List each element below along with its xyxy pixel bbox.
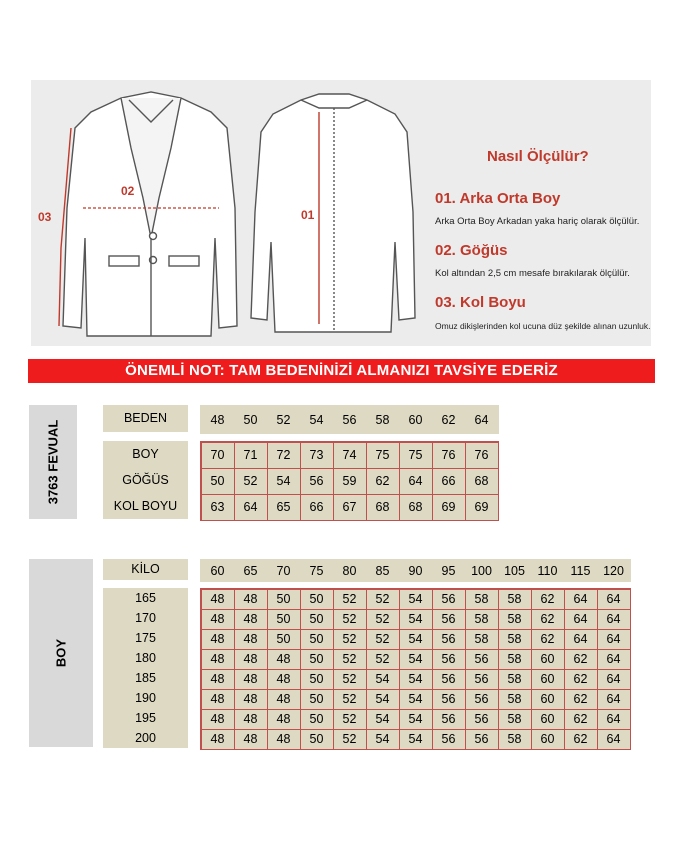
weight-header-cell: 90 [399, 560, 433, 582]
table2-cell: 50 [300, 729, 334, 750]
table2-cell: 56 [432, 649, 466, 670]
table2-cell: 50 [300, 689, 334, 710]
table2-cell: 52 [333, 729, 367, 750]
weight-header-cell: 85 [366, 560, 400, 582]
table2-cell: 56 [432, 729, 466, 750]
table2-row-label: 180 [103, 648, 188, 668]
size-header-cell: 62 [432, 406, 466, 434]
table2-cell: 56 [432, 709, 466, 730]
table2-cell: 52 [366, 629, 400, 650]
table2-cell: 52 [366, 589, 400, 610]
table2-cell: 62 [564, 689, 598, 710]
table2-cell: 58 [498, 709, 532, 730]
table1-cell: 67 [333, 494, 367, 521]
table1-cell: 73 [300, 442, 334, 469]
table2-cell: 52 [333, 649, 367, 670]
table1-cell: 68 [399, 494, 433, 521]
table2-cell: 48 [267, 729, 301, 750]
table2-cell: 54 [399, 709, 433, 730]
table1-cell: 52 [234, 468, 268, 495]
table2-cell: 50 [300, 609, 334, 630]
table1-row-labels [103, 441, 188, 519]
table2-cell: 58 [498, 649, 532, 670]
table2-cell: 64 [564, 609, 598, 630]
table2-cell: 50 [267, 629, 301, 650]
weight-header-cell: 120 [597, 560, 631, 582]
weight-header-cell: 60 [201, 560, 235, 582]
table2-cell: 56 [465, 649, 499, 670]
weight-header-cell: 110 [531, 560, 565, 582]
back-jacket-illustration [249, 92, 419, 346]
weight-header-cell: 115 [564, 560, 598, 582]
table1-cell: 56 [300, 468, 334, 495]
table2-cell: 54 [399, 629, 433, 650]
table1-side-label-text: 3763 FEVUAL [45, 419, 61, 505]
table2-cell: 62 [531, 629, 565, 650]
table2-cell: 50 [267, 589, 301, 610]
sleeve-marker-label: 03 [38, 210, 52, 224]
table2-cell: 48 [234, 669, 268, 690]
table1-cell: 75 [366, 442, 400, 469]
table1-cell: 70 [201, 442, 235, 469]
table2-cell: 54 [399, 589, 433, 610]
table1-cell: 76 [465, 442, 499, 469]
table1-cell: 66 [432, 468, 466, 495]
table2-cell: 54 [366, 729, 400, 750]
table1-cell: 72 [267, 442, 301, 469]
table2-cell: 60 [531, 689, 565, 710]
table2-cell: 58 [498, 609, 532, 630]
table2-cell: 56 [465, 669, 499, 690]
table2-row-label: 200 [103, 728, 188, 748]
table2-cell: 52 [333, 709, 367, 730]
table2-cell: 54 [366, 709, 400, 730]
table1-cell: 63 [201, 494, 235, 521]
table2-cell: 56 [465, 709, 499, 730]
table1-side-label [29, 405, 77, 519]
table2-row-label: 195 [103, 708, 188, 728]
table2-cell: 58 [498, 729, 532, 750]
table2-cell: 54 [399, 649, 433, 670]
table2-cell: 56 [465, 689, 499, 710]
table2-cell: 64 [564, 629, 598, 650]
table2-cell: 58 [465, 609, 499, 630]
table2-cell: 60 [531, 649, 565, 670]
table2-weight-header [200, 559, 631, 582]
table1-cell: 50 [201, 468, 235, 495]
table2-cell: 48 [234, 709, 268, 730]
size-header-cell: 48 [201, 406, 235, 434]
size-header-cell: 60 [399, 406, 433, 434]
table2-cell: 48 [234, 689, 268, 710]
table2-cell: 62 [564, 649, 598, 670]
table2-row-label: 170 [103, 608, 188, 628]
table2-cell: 48 [234, 589, 268, 610]
table2-cell: 48 [201, 669, 235, 690]
table2-cell: 48 [267, 669, 301, 690]
table1-cell: 69 [432, 494, 466, 521]
table2-cell: 54 [399, 669, 433, 690]
table1-cell: 62 [366, 468, 400, 495]
table2-cell: 54 [399, 729, 433, 750]
table2-cell: 52 [333, 589, 367, 610]
table2-cell: 64 [597, 609, 631, 630]
table2-cell: 48 [267, 689, 301, 710]
table2-row-label: 165 [103, 588, 188, 608]
table2-cell: 52 [333, 609, 367, 630]
table2-cell: 48 [201, 629, 235, 650]
table2-cell: 50 [300, 649, 334, 670]
table1-cell: 71 [234, 442, 268, 469]
table2-cell: 64 [597, 589, 631, 610]
table2-cell: 52 [333, 629, 367, 650]
table2-cell: 62 [531, 609, 565, 630]
size-header-cell: 52 [267, 406, 301, 434]
table1-header-label: BEDEN [103, 405, 188, 432]
weight-header-cell: 65 [234, 560, 268, 582]
table2-row-labels [103, 588, 188, 748]
table1-size-header [200, 405, 499, 434]
measure-item-title-2: 02. Göğüs [435, 242, 508, 259]
table2-cell: 48 [267, 649, 301, 670]
table2-cell: 56 [432, 669, 466, 690]
table2-cell: 48 [201, 589, 235, 610]
table2-cell: 58 [498, 589, 532, 610]
table2-cell: 52 [366, 649, 400, 670]
table2-row-label: 190 [103, 688, 188, 708]
front-jacket-illustration [51, 88, 251, 344]
how-to-measure-title: Nasıl Ölçülür? [487, 148, 589, 165]
table2-cell: 64 [597, 669, 631, 690]
table2-cell: 54 [366, 689, 400, 710]
back-length-marker-label: 01 [301, 208, 315, 222]
weight-header-cell: 80 [333, 560, 367, 582]
table1-cell: 68 [465, 468, 499, 495]
table2-cell: 52 [333, 669, 367, 690]
size-header-cell: 64 [465, 406, 499, 434]
table2-header-label: KİLO [103, 559, 188, 580]
table2-cell: 58 [465, 589, 499, 610]
chest-marker-label: 02 [121, 184, 135, 198]
table2-cell: 64 [597, 729, 631, 750]
table2-cell: 64 [597, 649, 631, 670]
table2-cell: 58 [465, 629, 499, 650]
table1-cell: 66 [300, 494, 334, 521]
size-header-cell: 50 [234, 406, 268, 434]
table2-cell: 64 [564, 589, 598, 610]
table2-cell: 56 [465, 729, 499, 750]
table2-cell: 50 [267, 609, 301, 630]
table2-cell: 56 [432, 629, 466, 650]
table2-cell: 56 [432, 589, 466, 610]
table1-cell: 68 [366, 494, 400, 521]
table2-cell: 50 [300, 629, 334, 650]
measurement-illustration-panel [31, 80, 651, 346]
size-header-cell: 54 [300, 406, 334, 434]
table2-row-label: 175 [103, 628, 188, 648]
table2-cell: 64 [597, 689, 631, 710]
table2-cell: 64 [597, 709, 631, 730]
weight-header-cell: 70 [267, 560, 301, 582]
table1-row-label: BOY [103, 441, 188, 467]
table2-cell: 62 [564, 729, 598, 750]
measure-item-desc-2: Kol altından 2,5 cm mesafe bırakılarak ölçülür. [435, 268, 630, 279]
table2-cell: 48 [234, 609, 268, 630]
table2-cell: 62 [531, 589, 565, 610]
table2-cell: 62 [564, 709, 598, 730]
table1-cell: 59 [333, 468, 367, 495]
table2-cell: 64 [597, 629, 631, 650]
table2-cell: 50 [300, 589, 334, 610]
table1-cell: 74 [333, 442, 367, 469]
measure-item-title-1: 01. Arka Orta Boy [435, 190, 561, 207]
table2-cell: 60 [531, 669, 565, 690]
table2-cell: 54 [399, 609, 433, 630]
table2-cell: 48 [234, 649, 268, 670]
table1-cell: 54 [267, 468, 301, 495]
table2-cell: 52 [366, 609, 400, 630]
size-header-cell: 56 [333, 406, 367, 434]
important-note-banner: ÖNEMLİ NOT: TAM BEDENİNİZİ ALMANIZI TAVSİYE EDERİZ [28, 359, 655, 383]
table2-cell: 58 [498, 669, 532, 690]
table2-cell: 58 [498, 629, 532, 650]
table2-cell: 48 [201, 689, 235, 710]
table2-cell: 48 [201, 649, 235, 670]
table2-row-label: 185 [103, 668, 188, 688]
table2-cell: 60 [531, 709, 565, 730]
table1-cell: 65 [267, 494, 301, 521]
table2-cell: 54 [366, 669, 400, 690]
table2-cell: 48 [201, 609, 235, 630]
weight-header-cell: 100 [465, 560, 499, 582]
table2-cell: 56 [432, 609, 466, 630]
table2-cell: 52 [333, 689, 367, 710]
measure-item-title-3: 03. Kol Boyu [435, 294, 526, 311]
table2-cell: 48 [201, 709, 235, 730]
table2-body [200, 588, 631, 750]
table2-cell: 58 [498, 689, 532, 710]
table2-side-label [29, 559, 93, 747]
table2-cell: 48 [201, 729, 235, 750]
measure-item-desc-3: Omuz dikişlerinden kol ucuna düz şekilde alınan uzunluk. [435, 321, 651, 331]
table1-row-label: KOL BOYU [103, 493, 188, 519]
weight-header-cell: 75 [300, 560, 334, 582]
measure-item-desc-1: Arka Orta Boy Arkadan yaka hariç olarak ölçülür. [435, 216, 640, 227]
table2-cell: 56 [432, 689, 466, 710]
table2-cell: 54 [399, 689, 433, 710]
table2-cell: 60 [531, 729, 565, 750]
weight-header-cell: 105 [498, 560, 532, 582]
table1-cell: 76 [432, 442, 466, 469]
table1-cell: 75 [399, 442, 433, 469]
table1-body [200, 441, 499, 521]
table2-cell: 62 [564, 669, 598, 690]
table1-cell: 69 [465, 494, 499, 521]
table1-cell: 64 [399, 468, 433, 495]
table2-cell: 50 [300, 709, 334, 730]
table2-cell: 48 [234, 629, 268, 650]
table2-cell: 48 [234, 729, 268, 750]
table2-side-label-text: BOY [53, 638, 69, 668]
weight-header-cell: 95 [432, 560, 466, 582]
table2-cell: 48 [267, 709, 301, 730]
table2-cell: 50 [300, 669, 334, 690]
table1-cell: 64 [234, 494, 268, 521]
size-header-cell: 58 [366, 406, 400, 434]
table1-row-label: GÖĞÜS [103, 467, 188, 493]
